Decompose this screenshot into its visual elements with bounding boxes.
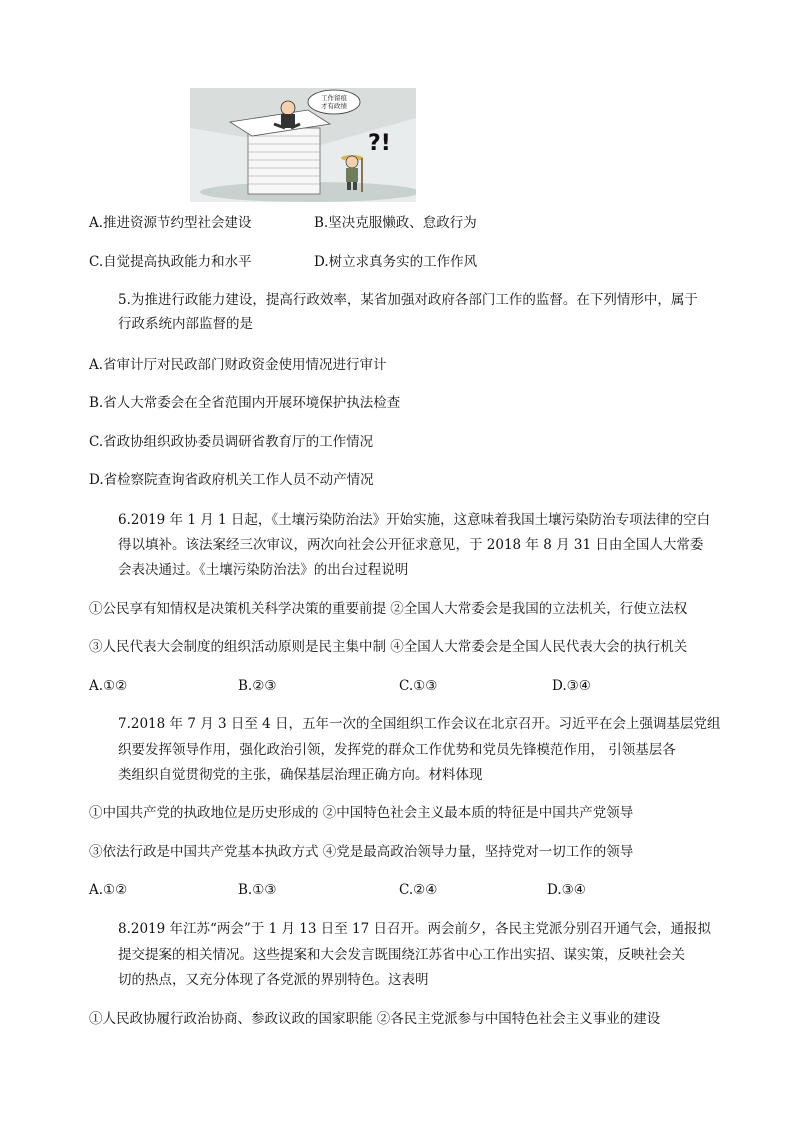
q6-stem-line1: 6.2019 年 1 月 1 日起，《土壤污染防治法》开始实施，这意味着我国土壤污染防治专项法律的空白: [118, 512, 711, 528]
q7-stem-line3: 类组织自觉贯彻党的主张，确保基层治理正确方向。材料体现: [118, 767, 483, 783]
q6-choice-b: B.②③: [238, 678, 277, 694]
q5-option-a: A.省审计厅对民政部门财政资金使用情况进行审计: [89, 357, 387, 373]
q6-statements-line2: ③人民代表大会制度的组织活动原则是民主集中制 ④全国人大常委会是全国人民代表大会的执行机关: [89, 639, 688, 655]
svg-text:工作留痕: 工作留痕: [321, 94, 347, 102]
q8-stem-line2: 提交提案的相关情况。这些提案和大会发言既围绕江苏省中心工作出实招、谋实策，反映社会关: [118, 947, 685, 963]
q5-option-c: C.省政协组织政协委员调研省教育厅的工作情况: [89, 434, 374, 450]
q4-option-b: B.坚决克服懒政、怠政行为: [314, 215, 477, 231]
q7-choice-d: D.③④: [547, 882, 586, 898]
q8-stem-line3: 切的热点，又充分体现了各党派的界别特色。这表明: [118, 972, 429, 988]
q5-option-d: D.省检察院查询省政府机关工作人员不动产情况: [89, 472, 374, 488]
q5-option-b: B.省人大常委会在全省范围内开展环境保护执法检查: [89, 395, 401, 411]
q6-statements-line1: ①公民享有知情权是决策机关科学决策的重要前提 ②全国人大常委会是我国的立法机关，行使立法权: [89, 601, 688, 617]
q6-choice-d: D.③④: [552, 678, 591, 694]
q6-choice-a: A.①②: [89, 678, 128, 694]
q4-option-d: D.树立求真务实的工作作风: [314, 254, 478, 270]
q6-stem-line3: 会表决通过。《土壤污染防治法》的出台过程说明: [118, 562, 409, 578]
q7-statements-line1: ①中国共产党的执政地位是历史形成的 ②中国特色社会主义最本质的特征是中国共产党领导: [89, 805, 634, 821]
q7-choice-c: C.②④: [399, 882, 438, 898]
q5-stem-line1: 5.为推进行政能力建设，提高行政效率，某省加强对政府各部门工作的监督。在下列情形中，属于: [118, 292, 698, 308]
q6-stem-line2: 得以填补。该法案经三次审议，两次向社会公开征求意见，于 2018 年 8 月 31 日由全国人大常委: [118, 537, 704, 553]
q7-choice-b: B.①③: [238, 882, 277, 898]
q7-choice-a: A.①②: [89, 882, 128, 898]
q4-option-a: A.推进资源节约型社会建设: [89, 215, 252, 231]
q8-stem-line1: 8.2019 年江苏“两会”于 1 月 13 日至 17 日召开。两会前夕，各民主党派分别召开通气会，通报拟: [118, 921, 712, 937]
speech-bubble: [308, 90, 360, 114]
q7-stem-line1: 7.2018 年 7 月 3 日至 4 日，五年一次的全国组织工作会议在北京召开。习近平在会上强调基层党组: [118, 716, 721, 732]
q7-stem-line2: 织要发挥领导作用，强化政治引领，发挥党的群众工作优势和党员先锋模范作用， 引领基层各: [118, 742, 676, 758]
q7-statements-line2: ③依法行政是中国共产党基本执政方式 ④党是最高政治领导力量，坚持党对一切工作的领导: [89, 844, 634, 860]
q8-statements-line1: ①人民政协履行政治协商、参政议政的国家职能 ②各民主党派参与中国特色社会主义事业的建设: [89, 1011, 661, 1027]
question-marks: ?!: [368, 131, 391, 156]
q6-choice-c: C.①③: [399, 678, 438, 694]
cartoon-illustration: [190, 88, 416, 202]
q5-stem-line2: 行政系统内部监督的是: [118, 316, 253, 332]
q4-option-c: C.自觉提高执政能力和水平: [89, 254, 252, 270]
svg-text:才有政绩: 才有政绩: [321, 102, 347, 110]
